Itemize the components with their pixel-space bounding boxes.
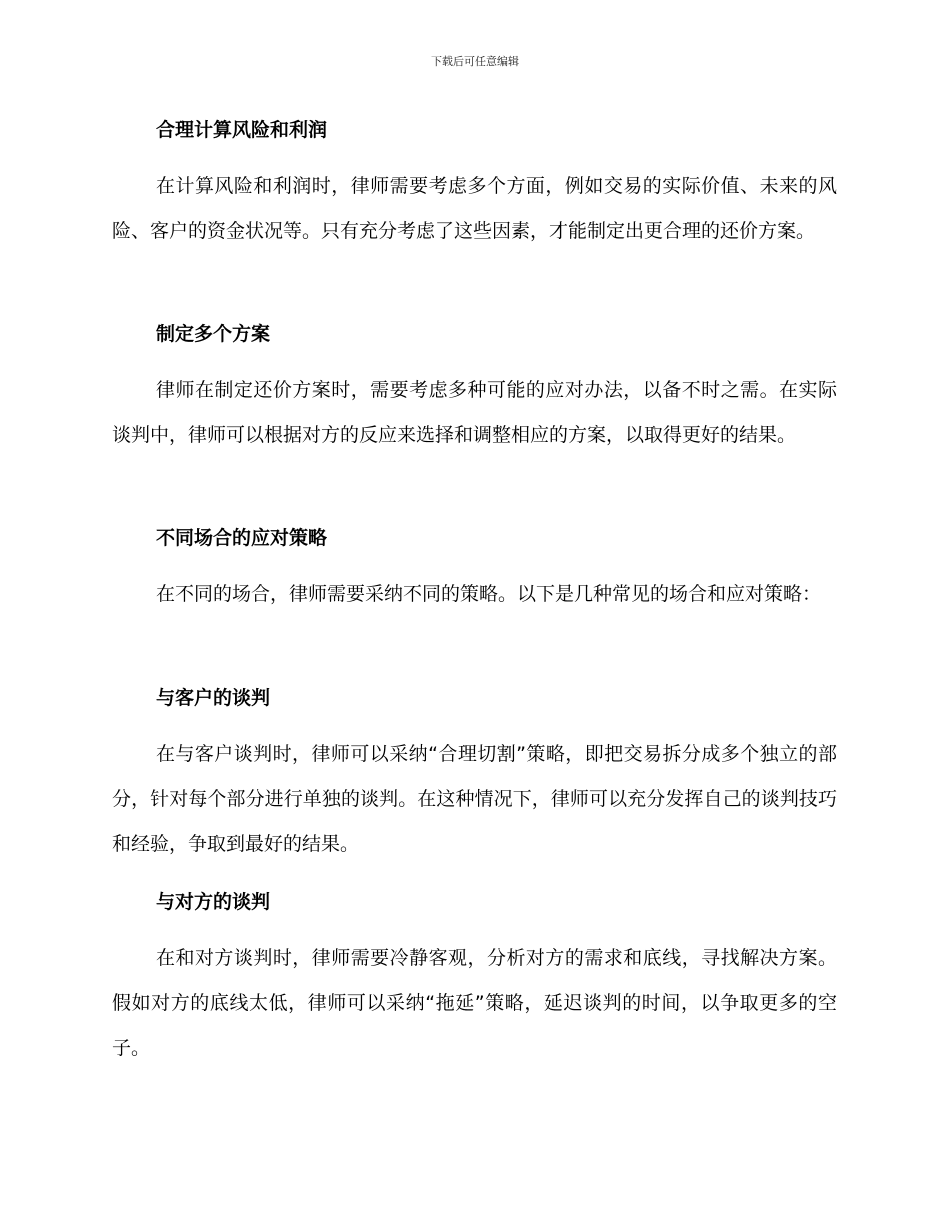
section-heading: 不同场合的应对策略 xyxy=(156,527,328,549)
section-paragraph: 在与客户谈判时，律师可以采纳“合理切割”策略，即把交易拆分成多个独立的部分，针对每个部分进行单独的谈判。在这种情况下，律师可以充分发挥自己的谈判技巧和经验，争取到最好的结果。 xyxy=(112,743,837,855)
section-heading: 合理计算风险和利润 xyxy=(156,119,328,141)
section-paragraph: 在计算风险和利润时，律师需要考虑多个方面，例如交易的实际价值、未来的风险、客户的资金状况等。只有充分考虑了这些因素，才能制定出更合理的还价方案。 xyxy=(112,175,837,242)
section-heading: 与客户的谈判 xyxy=(156,687,271,709)
section-heading: 与对方的谈判 xyxy=(156,891,271,913)
section-heading: 制定多个方案 xyxy=(156,323,271,345)
section-paragraph: 在不同的场合，律师需要采纳不同的策略。以下是几种常见的场合和应对策略： xyxy=(156,583,822,605)
section-paragraph: 律师在制定还价方案时，需要考虑多种可能的应对办法，以备不时之需。在实际谈判中，律师可以根据对方的反应来选择和调整相应的方案，以取得更好的结果。 xyxy=(112,379,837,446)
page-header-note: 下载后可任意编辑 xyxy=(431,55,519,68)
section-paragraph: 在和对方谈判时，律师需要冷静客观，分析对方的需求和底线，寻找解决方案。假如对方的底线太低，律师可以采纳“拖延”策略，延迟谈判的时间，以争取更多的空子。 xyxy=(112,947,837,1059)
